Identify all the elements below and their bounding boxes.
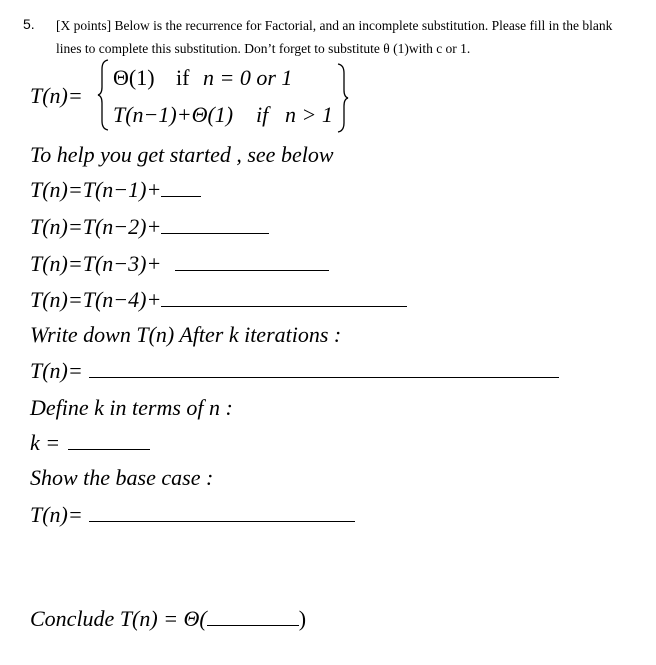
substitution-3-lhs: T(n)=T(n−3)+ <box>30 251 162 276</box>
substitution-4-blank[interactable] <box>161 305 407 307</box>
substitution-3-blank[interactable] <box>175 269 329 271</box>
k-iterations-lhs: T(n)= <box>30 358 83 383</box>
substitution-2-blank[interactable] <box>161 232 269 234</box>
define-k-line <box>30 430 150 456</box>
substitution-4-lhs: T(n)=T(n−4)+ <box>30 287 162 312</box>
left-brace-icon <box>97 59 109 131</box>
intro-text: To help you get started , see below <box>30 142 334 167</box>
define-k-prompt: Define k in terms of n : <box>30 395 233 420</box>
substitution-1 <box>30 177 201 203</box>
substitution-2-lhs: T(n)=T(n−2)+ <box>30 214 162 239</box>
case2-if: if <box>256 102 269 127</box>
conclude-line <box>30 606 306 632</box>
case2-expression: T(n−1)+Θ(1) <box>113 102 234 127</box>
base-case-line <box>30 502 355 528</box>
k-iterations-line <box>30 358 559 384</box>
define-k-lhs: k = <box>30 430 61 455</box>
substitution-4 <box>30 287 407 313</box>
substitution-1-lhs: T(n)=T(n−1)+ <box>30 177 162 202</box>
question-number: 5. <box>23 16 35 32</box>
k-iterations-prompt: Write down T(n) After k iterations : <box>30 322 342 347</box>
k-iterations-blank[interactable] <box>89 376 559 378</box>
conclude-lhs: Conclude T(n) = Θ( <box>30 606 207 631</box>
base-case-prompt: Show the base case : <box>30 465 214 490</box>
right-brace-icon <box>337 63 349 133</box>
case1-if: if <box>176 65 190 90</box>
case2-condition: n > 1 <box>285 102 333 127</box>
base-case-blank[interactable] <box>89 520 355 522</box>
case1-expression: Θ(1) <box>113 65 155 90</box>
conclude-blank[interactable] <box>207 624 299 626</box>
substitution-2 <box>30 214 269 240</box>
case1-condition: n = 0 or 1 <box>203 65 293 90</box>
substitution-3 <box>30 251 329 277</box>
conclude-close-paren: ) <box>298 606 307 631</box>
question-text: [X points] Below is the recurrence for Factorial, and an incomplete substitution. Please fill in the blank lines to complete this substitution. Don’t forget to substitute θ (1)with c or 1. <box>56 18 613 56</box>
define-k-blank[interactable] <box>68 448 150 450</box>
substitution-1-blank[interactable] <box>161 195 201 197</box>
base-case-lhs: T(n)= <box>30 502 83 527</box>
recurrence-lhs: T(n)= <box>30 83 83 108</box>
